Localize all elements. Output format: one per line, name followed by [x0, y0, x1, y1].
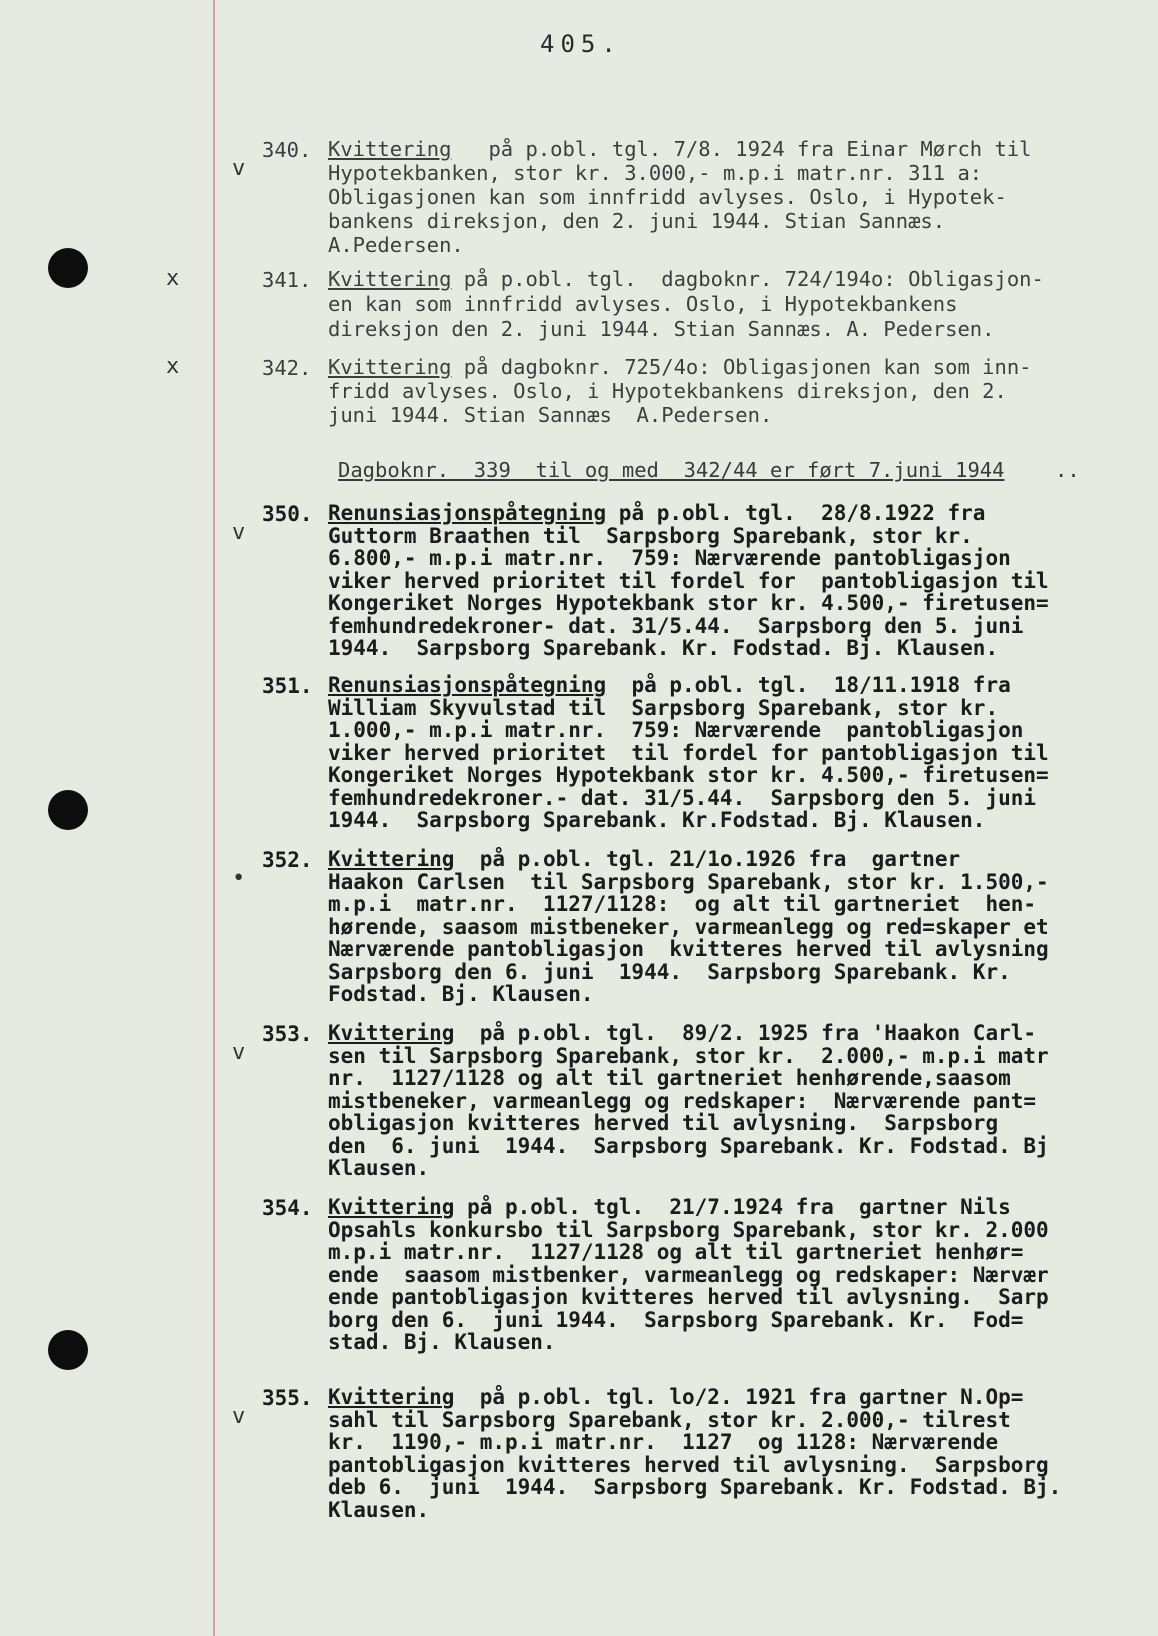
entry-line: den 6. juni 1944. Sarpsborg Sparebank. Kr. Fodstad. Bj: [328, 1133, 1049, 1158]
entry-title: Kvittering: [328, 1385, 455, 1409]
entry-line: [328, 356, 1032, 378]
entry-line: [328, 138, 1032, 160]
margin-mark: x: [166, 266, 180, 291]
entry-line: fridd avlyses. Oslo, i Hypotekbankens direksjon, den 2.: [328, 379, 1007, 403]
entry-line: deb 6. juni 1944. Sarpsborg Sparebank. Kr. Fodstad. Bj.: [328, 1475, 1062, 1499]
entry-line: sahl til Sarpsborg Sparebank, stor kr. 2.000,- tilrest: [328, 1407, 1011, 1432]
entry-line: Guttorm Braathen til Sarpsborg Sparebank, stor kr.: [328, 523, 973, 548]
entry-line: [328, 268, 1044, 290]
entry-number: 352.: [262, 848, 313, 872]
entry-title: Kvittering: [328, 267, 452, 291]
entry-text: på p.obl. tgl. 7/8. 1924 fra Einar Mørch til: [451, 137, 1032, 161]
entry-number: 341.: [262, 268, 312, 292]
entry-title: Kvittering: [328, 847, 455, 871]
margin-mark: v: [232, 1404, 246, 1429]
entry-title: Kvittering: [328, 1021, 455, 1045]
entry-line: 6.800,- m.p.i matr.nr. 759: Nærværende pantobligasjon: [328, 546, 1011, 570]
page-number: 405.: [540, 30, 622, 58]
entry-line: obligasjon kvitteres herved til avlysning. Sarpsborg: [328, 1111, 999, 1135]
entry-line: Fodstad. Bj. Klausen.: [328, 982, 594, 1006]
entry-line: ende saasom mistbenker, varmeanlegg og redskaper: Nærvær: [328, 1262, 1049, 1287]
entry-line: [328, 848, 960, 870]
entry-number: 350.: [262, 502, 313, 526]
margin-mark: x: [166, 354, 180, 379]
entry-line: pantobligasjon kvitteres herved til avlysning. Sarpsborg: [328, 1452, 1049, 1477]
entry-line: Haakon Carlsen til Sarpsborg Sparebank, stor kr. 1.500,-: [328, 869, 1049, 894]
entry-text: på p.obl. tgl. dagboknr. 724/194o: Obligasjon-: [451, 267, 1044, 291]
entry-text: på p.obl. tgl. 28/8.1922 fra: [606, 501, 986, 525]
entry-number: 342.: [262, 356, 312, 380]
entry-line: William Skyvulstad til Sarpsborg Sparebank, stor kr.: [328, 695, 999, 720]
entry-line: Kongeriket Norges Hypotekbank stor kr. 4.500,- firetusen=: [328, 763, 1049, 787]
entry-line: Klausen.: [328, 1497, 430, 1522]
margin-mark: v: [232, 156, 246, 181]
punch-hole: [48, 790, 88, 830]
entry-line: viker herved prioritet til fordel for pantobligasjon til: [328, 740, 1049, 765]
entry-title: Kvittering: [328, 1195, 455, 1219]
entry-line: Obligasjonen kan som innfridd avlyses. Oslo, i Hypotek-: [328, 185, 1007, 209]
entry-line: Nærværende pantobligasjon kvitteres herved til avlysning: [328, 937, 1049, 961]
entry-line: [328, 1022, 1036, 1044]
entry-line: Sarpsborg den 6. juni 1944. Sarpsborg Sparebank. Kr.: [328, 959, 1011, 984]
entry-line: direksjon den 2. juni 1944. Stian Sannæs. A. Pedersen.: [328, 317, 995, 341]
entry-text: på p.obl. tgl. 18/11.1918 fra: [606, 673, 1011, 697]
entry-line: juni 1944. Stian Sannæs A.Pedersen.: [328, 403, 773, 427]
entry-line: Kongeriket Norges Hypotekbank stor kr. 4.500,- firetusen=: [328, 591, 1049, 615]
entry-number: 351.: [262, 674, 313, 698]
entry-line: [328, 1196, 1011, 1218]
entry-line: [328, 1386, 1023, 1408]
entry-number: 353.: [262, 1022, 313, 1046]
entry-number: 354.: [262, 1196, 313, 1220]
entry-title: Kvittering: [328, 355, 452, 379]
entry-text: på p.obl. tgl. 21/7.1924 fra gartner Nils: [454, 1195, 1011, 1219]
entry-line: mistbeneker, varmeanlegg og redskaper: Nærværende pant=: [328, 1088, 1037, 1113]
entry-line: [328, 674, 1011, 696]
punch-hole: [48, 1330, 88, 1370]
entry-line: viker herved prioritet til fordel for pantobligasjon til: [328, 568, 1049, 593]
entry-line: 1944. Sarpsborg Sparebank. Kr.Fodstad. Bj. Klausen.: [328, 808, 986, 832]
entry-text: på p.obl. tgl. 21/1o.1926 fra gartner: [454, 847, 961, 871]
entry-number: 355.: [262, 1386, 313, 1410]
entry-line: Hypotekbanken, stor kr. 3.000,- m.p.i matr.nr. 311 a:: [328, 161, 983, 185]
entry-line: stad. Bj. Klausen.: [328, 1330, 556, 1354]
entry-line: kr. 1190,- m.p.i matr.nr. 1127 og 1128: Nærværende: [328, 1430, 999, 1454]
entry-text: på p.obl. tgl. 89/2. 1925 fra 'Haakon Carl-: [454, 1021, 1037, 1045]
entry-line: hørende, saasom mistbeneker, varmeanlegg og red=skaper et: [328, 914, 1049, 939]
entry-title: Kvittering: [328, 137, 452, 161]
entry-line: femhundredekroner- dat. 31/5.44. Sarpsborg den 5. juni: [328, 613, 1024, 638]
entry-line: m.p.i matr.nr. 1127/1128 og alt til gartneriet henhør=: [328, 1240, 1024, 1264]
entry-line: sen til Sarpsborg Sparebank, stor kr. 2.000,- m.p.i matr: [328, 1043, 1049, 1068]
entry-number: 340.: [262, 138, 312, 162]
entry-line: nr. 1127/1128 og alt til gartneriet henhørende,saasom: [328, 1066, 1011, 1090]
entry-line: femhundredekroner.- dat. 31/5.44. Sarpsborg den 5. juni: [328, 785, 1037, 810]
entry-text: på dagboknr. 725/4o: Obligasjonen kan som inn-: [451, 355, 1032, 379]
entry-line: Opsahls konkursbo til Sarpsborg Sparebank, stor kr. 2.000: [328, 1217, 1049, 1242]
entry-line: ende pantobligasjon kvitteres herved til avlysning. Sarp: [328, 1285, 1049, 1309]
entry-line: borg den 6. juni 1944. Sarpsborg Sparebank. Kr. Fod=: [328, 1307, 1024, 1332]
entry-title: Renunsiasjonspåtegning: [328, 501, 607, 525]
summary-line: Dagboknr. 339 til og med 342/44 er ført 7.juni 1944: [338, 458, 1005, 482]
entry-line: bankens direksjon, den 2. juni 1944. Stian Sannæs.: [328, 209, 946, 233]
entry-line: [328, 502, 985, 524]
entry-title: Renunsiasjonspåtegning: [328, 673, 607, 697]
entry-text: på p.obl. tgl. lo/2. 1921 fra gartner N.Op=: [454, 1385, 1024, 1409]
margin-mark: v: [232, 1040, 246, 1065]
entry-line: 1.000,- m.p.i matr.nr. 759: Nærværende pantobligasjon: [328, 718, 1024, 742]
margin-mark: v: [232, 520, 246, 545]
entry-line: m.p.i matr.nr. 1127/1128: og alt til gartneriet hen-: [328, 892, 1037, 916]
entry-line: A.Pedersen.: [328, 233, 464, 257]
entry-line: Klausen.: [328, 1156, 430, 1180]
entry-line: en kan som innfridd avlyses. Oslo, i Hypotekbankens: [328, 292, 958, 316]
summary-end: ..: [1055, 458, 1080, 482]
margin-mark: •: [232, 866, 246, 891]
entry-line: 1944. Sarpsborg Sparebank. Kr. Fodstad. Bj. Klausen.: [328, 636, 999, 660]
margin-line: [213, 0, 215, 1636]
punch-hole: [48, 248, 88, 288]
